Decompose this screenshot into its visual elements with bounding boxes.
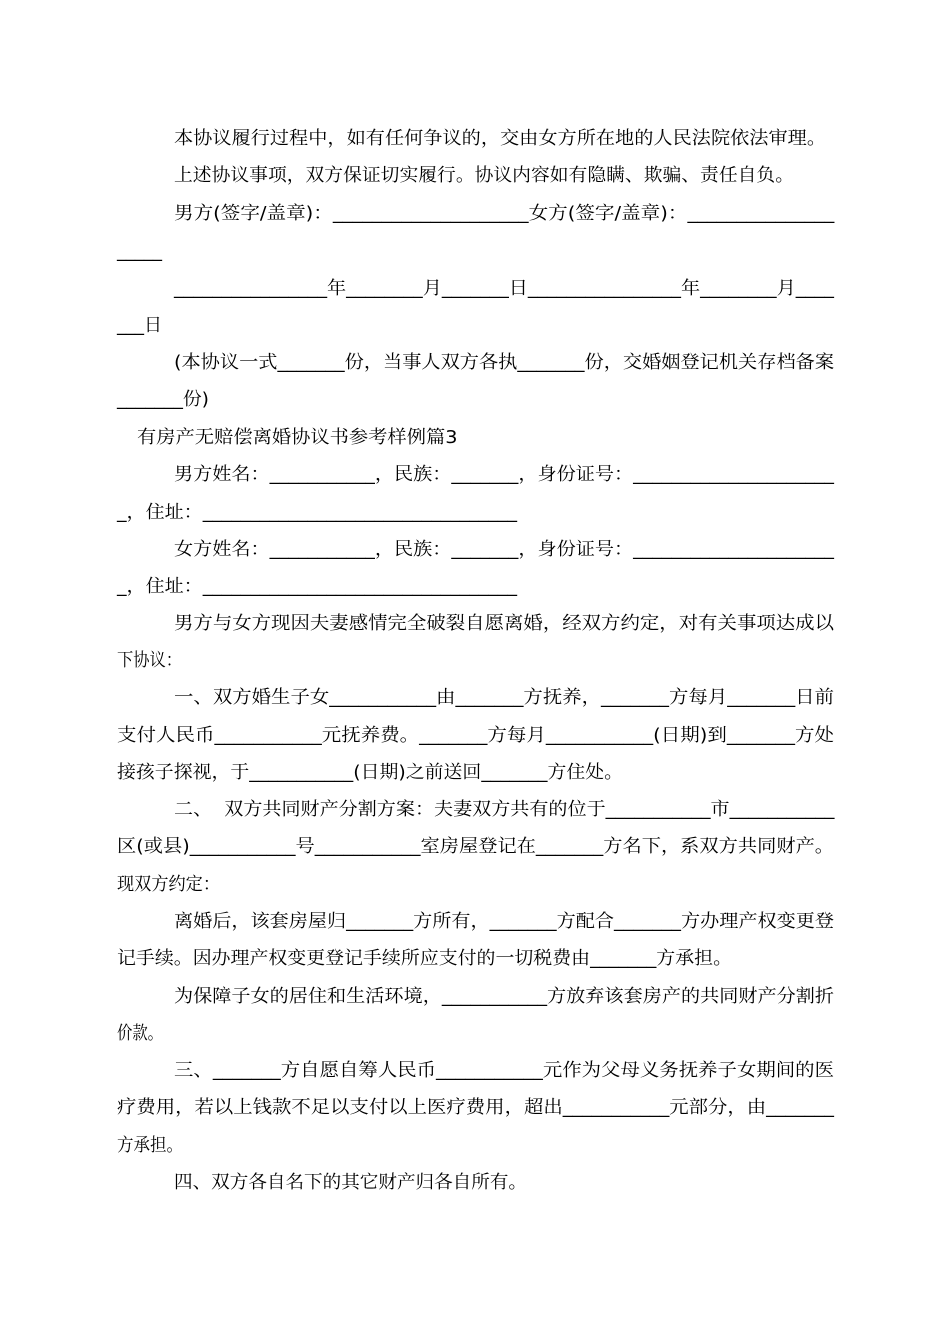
text-line: 女方姓名：___________，民族：_______，身份证号：_____________________ xyxy=(174,539,834,560)
text-line: _______份) xyxy=(117,389,210,410)
text-line: (本协议一式_______份，当事人双方各执_______份，交婚姻登记机关存档备案 xyxy=(174,352,835,373)
section-heading: 有房产无赔偿离婚协议书参考样例篇3 xyxy=(137,427,458,448)
text-line: 一、双方婚生子女___________由_______方抚养，_______方每月_______日前 xyxy=(174,687,834,708)
text-line: 疗费用，若以上钱款不足以支付以上医疗费用，超出___________元部分，由_______ xyxy=(117,1097,834,1118)
text-line: 男方姓名：___________，民族：_______，身份证号：_____________________ xyxy=(174,464,834,485)
text-line: 现双方约定： xyxy=(117,874,220,895)
text-line: 上述协议事项，双方保证切实履行。协议内容如有隐瞒、欺骗、责任自负。 xyxy=(174,165,794,186)
text-line: 下协议： xyxy=(117,650,182,671)
text-line: 本协议履行过程中，如有任何争议的，交由女方所在地的人民法院依法审理。 xyxy=(174,128,826,149)
text-line: 记手续。因办理产权变更登记手续所应支付的一切税费由_______方承担。 xyxy=(117,948,732,969)
text-line: 区(或县)___________号___________室房屋登记在_______方名下，系双方共同财产。 xyxy=(117,836,835,857)
text-line: _，住址：_________________________________ xyxy=(117,576,517,597)
text-line: 离婚后，该套房屋归_______方所有，_______方配合_______方办理产权变更登 xyxy=(174,911,834,932)
text-line: 三、_______方自愿自筹人民币___________元作为父母义务抚养子女期间的医 xyxy=(174,1060,834,1081)
text-line: 价款。 xyxy=(117,1023,163,1044)
text-line: 二、 双方共同财产分割方案：夫妻双方共有的位于___________市___________ xyxy=(174,799,835,820)
text-line: 支付人民币___________元抚养费。_______方每月___________(日期)到_______方处 xyxy=(117,725,835,746)
text-line: _，住址：_________________________________ xyxy=(117,502,517,523)
text-line: 接孩子探视，于___________(日期)之前送回_______方住处。 xyxy=(117,762,624,783)
text-line: 为保障子女的居住和生活环境，___________方放弃该套房产的共同财产分割折 xyxy=(174,986,834,1007)
date-line: ___日 xyxy=(117,315,162,336)
text-line: 方承担。 xyxy=(117,1135,183,1156)
text-line: 四、双方各自名下的其它财产归各自所有。 xyxy=(174,1172,527,1193)
text-line: 男方与女方现因夫妻感情完全破裂自愿离婚，经双方约定，对有关事项达成以 xyxy=(174,613,834,634)
signature-line: 男方(签字/盖章)：____________________女方(签字/盖章)：_______________ xyxy=(174,203,835,224)
date-line: ________________年________月_______日________________年________月____ xyxy=(174,278,834,299)
signature-line: _____ xyxy=(117,241,162,262)
